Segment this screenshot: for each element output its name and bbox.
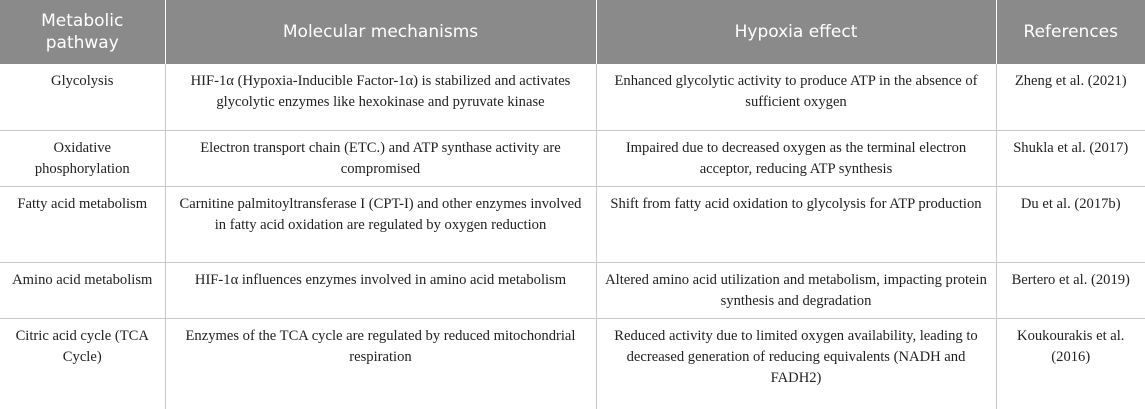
table-body <box>0 64 1145 409</box>
cell-pathway: Oxidative phosphorylation <box>0 130 165 186</box>
cell-reference: Koukourakis et al. (2016) <box>1017 327 1125 365</box>
header-references: References <box>996 0 1145 64</box>
header-hypoxia-effect: Hypoxia effect <box>596 0 996 64</box>
cell-effect: Enhanced glycolytic activity to produce ATP in the absence of sufficient oxygen <box>596 64 996 130</box>
cell-effect: Reduced activity due to limited oxygen availability, leading to decreased generation of reducing equivalents (NADH and FADH2) <box>596 318 996 409</box>
table-row <box>0 318 1145 409</box>
header-molecular-mechanisms: Molecular mechanisms <box>165 0 596 64</box>
cell-reference: Shukla et al. (2017) <box>996 130 1145 186</box>
cell-pathway: Fatty acid metabolism <box>0 186 165 262</box>
table-row <box>0 262 1145 318</box>
table-header <box>0 0 1145 64</box>
cell-pathway: Amino acid metabolism <box>0 262 165 318</box>
cell-mechanism: HIF-1α (Hypoxia-Inducible Factor-1α) is stabilized and activates glycolytic enzymes like hexokinase and pyruvate kinase <box>165 64 596 130</box>
cell-mechanism: HIF-1α influences enzymes involved in amino acid metabolism <box>165 262 596 318</box>
cell-effect: Altered amino acid utilization and metabolism, impacting protein synthesis and degradation <box>596 262 996 318</box>
cell-reference: Zheng et al. (2021) <box>996 64 1145 130</box>
cell-pathway: Citric acid cycle (TCA Cycle) <box>0 318 165 409</box>
cell-mechanism: Carnitine palmitoyltransferase I (CPT-I) and other enzymes involved in fatty acid oxidation are regulated by oxygen reduction <box>165 186 596 262</box>
table-row <box>0 64 1145 130</box>
cell-reference: Bertero et al. (2019) <box>996 262 1145 318</box>
cell-mechanism: Electron transport chain (ETC.) and ATP synthase activity are compromised <box>165 130 596 186</box>
cell-effect: Shift from fatty acid oxidation to glycolysis for ATP production <box>596 186 996 262</box>
cell-reference: Du et al. (2017b) <box>996 186 1145 262</box>
table-row <box>0 130 1145 186</box>
cell-pathway: Glycolysis <box>0 64 165 130</box>
cell-effect: Impaired due to decreased oxygen as the terminal electron acceptor, reducing ATP synthesis <box>596 130 996 186</box>
header-row <box>0 0 1145 64</box>
cell-mechanism: Enzymes of the TCA cycle are regulated by reduced mitochondrial respiration <box>165 318 596 409</box>
header-metabolic-pathway: Metabolic pathway <box>0 0 165 64</box>
table-row <box>0 186 1145 262</box>
